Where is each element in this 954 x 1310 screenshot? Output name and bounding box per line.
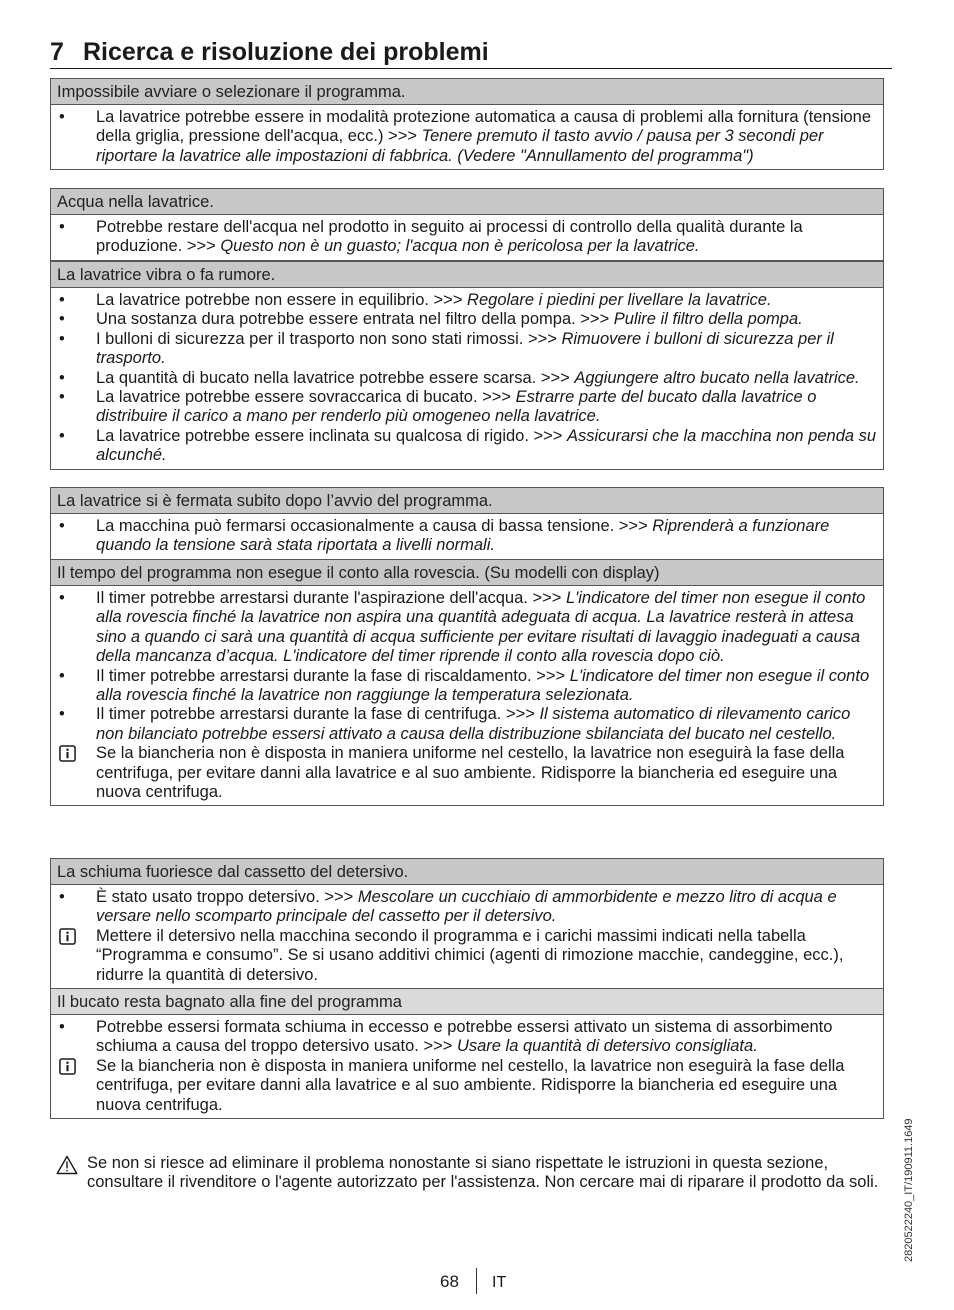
bullet: • [59, 388, 65, 407]
bullet: • [59, 589, 65, 607]
list-item [57, 667, 877, 706]
item-solution: Estrarre parte del bucato dalla lavatrice o distribuire il carico a mano per renderlo più omogeneo nella lavatrice. [96, 388, 817, 426]
list-item [57, 369, 877, 388]
page-title [50, 36, 892, 69]
problem-section [50, 261, 884, 470]
item-text: È stato usato troppo detersivo. >>> [96, 888, 358, 906]
info-note [57, 1057, 877, 1115]
item-text: Il timer potrebbe arrestarsi durante l'aspirazione dell'acqua. >>> [96, 589, 566, 607]
info-note [57, 744, 877, 802]
problem-body [51, 288, 883, 469]
problem-section [50, 487, 884, 560]
list-item [57, 108, 877, 166]
item-text: Una sostanza dura potrebbe essere entrata nel filtro della pompa. >>> [96, 310, 614, 329]
problem-section [50, 559, 884, 806]
section-number: 7 [50, 38, 64, 66]
item-solution: Mescolare un cucchiaio di ammorbidente e mezzo litro di acqua e versare nello scomparto principale del cassetto per il detersivo. [96, 888, 837, 926]
list-item [57, 388, 877, 427]
problem-header: Il tempo del programma non esegue il conto alla rovescia. (Su modelli con display) [51, 560, 883, 586]
problem-header: La schiuma fuoriesce dal cassetto del detersivo. [51, 859, 883, 885]
item-solution: L'indicatore del timer non esegue il conto alla rovescia finché la lavatrice non raggiunge la temperatura selezionata. [96, 666, 870, 705]
item-solution: L'indicatore del timer non esegue il conto alla rovescia finché la lavatrice non aspira una quantità adeguata di acqua. La lavatrice resterà in attesa sino a quando ci sarà una quantità di acqua sufficiente per evitare risultati di lavaggio inadeguati a causa della mancanza d’acqua. L'indicatore del timer riprende il conto alla rovescia dopo ciò. [96, 589, 866, 666]
list-item [57, 427, 877, 466]
bullet: • [59, 666, 65, 685]
bullet: • [59, 329, 65, 348]
item-text: La lavatrice potrebbe non essere in equilibrio. >>> [96, 291, 468, 309]
problem-header: La lavatrice si è fermata subito dopo l’avvio del programma. [51, 488, 883, 514]
item-solution: Regolare i piedini per livellare la lavatrice. [467, 291, 772, 309]
footer-divider [476, 1268, 477, 1294]
problem-header: Il bucato resta bagnato alla fine del programma [51, 989, 883, 1015]
list-item [57, 589, 877, 667]
bullet: • [59, 368, 65, 387]
list-item [57, 1018, 877, 1057]
info-icon [59, 745, 76, 762]
info-icon [59, 928, 76, 945]
list-item [57, 218, 877, 257]
problem-body [51, 514, 883, 559]
problem-header: Impossibile avviare o selezionare il programma. [51, 79, 883, 105]
item-solution: Aggiungere altro bucato nella lavatrice. [574, 368, 860, 387]
warning-note [56, 1154, 886, 1193]
item-text: I bulloni di sicurezza per il trasporto non sono stati rimossi. >>> [96, 329, 562, 348]
bullet: • [59, 310, 65, 329]
item-text: Il timer potrebbe arrestarsi durante la fase di riscaldamento. >>> [96, 666, 570, 685]
item-text: Potrebbe restare dell'acqua nel prodotto in seguito ai processi di controllo della qualità durante la produzione. >>> [96, 218, 803, 256]
problem-section [50, 78, 884, 170]
item-text: Il timer potrebbe arrestarsi durante la fase di centrifuga. >>> [96, 705, 540, 724]
item-text: La lavatrice potrebbe essere sovraccarica di bucato. >>> [96, 388, 516, 407]
problem-section [50, 858, 884, 989]
warning-text: Se non si riesce ad eliminare il problema nonostante si siano rispettate le istruzioni in questa sezione, consultare il rivenditore o l'agente autorizzato per l'assistenza. Non cercare mai di riparare il prodotto da soli. [87, 1154, 879, 1192]
item-text: Se la biancheria non è disposta in maniera uniforme nel cestello, la lavatrice non eseguirà la fase della centrifuga, per evitare danni alla lavatrice e al suo ambiente. Ridisporre la biancheria ed eseguire una nuova centrifuga. [96, 1056, 845, 1114]
bullet: • [59, 517, 65, 535]
item-text: Potrebbe essersi formata schiuma in eccesso e potrebbe essersi attivato un sistema di assorbimento schiuma a causa del troppo detersivo usato. >>> [96, 1018, 833, 1056]
problem-header: La lavatrice vibra o fa rumore. [51, 262, 883, 288]
item-text: La macchina può fermarsi occasionalmente a causa di bassa tensione. >>> [96, 517, 653, 535]
warning-icon [56, 1155, 78, 1175]
problem-body [51, 885, 883, 988]
problem-section [50, 988, 884, 1119]
list-item [57, 517, 877, 556]
item-text: La lavatrice potrebbe essere in modalità protezione automatica a causa di problemi alla fornitura (tensione della griglia, pressione dell'acqua, ecc.) >>> [96, 108, 872, 146]
item-solution: Assicurarsi che la macchina non penda su alcunché. [96, 426, 877, 465]
section-title: Ricerca e risoluzione dei problemi [83, 38, 489, 66]
info-icon [59, 1058, 76, 1075]
list-item [57, 888, 877, 927]
item-solution: Tenere premuto il tasto avvio / pausa per 3 secondi per riportare la lavatrice alle impostazioni di fabbrica. (Vedere "Annullamento del programma") [96, 127, 824, 165]
item-solution: Questo non è un guasto; l'acqua non è pericolosa per la lavatrice. [220, 237, 700, 256]
bullet: • [59, 888, 65, 906]
problem-body [51, 586, 883, 805]
bullet: • [59, 291, 65, 309]
item-solution: Il sistema automatico di rilevamento carico non bilanciato potrebbe essersi attivato a causa della distribuzione sbilanciata del bucato nel cestello. [96, 705, 851, 743]
page-number: 68 [440, 1272, 459, 1291]
item-solution: Riprenderà a funzionare quando la tensione sarà stata riportata a livelli normali. [96, 517, 830, 555]
item-solution: Rimuovere i bulloni di sicurezza per il trasporto. [96, 329, 834, 368]
problem-header: Acqua nella lavatrice. [51, 189, 883, 215]
item-text: La quantità di bucato nella lavatrice potrebbe essere scarsa. >>> [96, 368, 575, 387]
item-text: Mettere il detersivo nella macchina secondo il programma e i carichi massimi indicati nella tabella “Programma e consumo”. Se si usano additivi chimici (agenti di rimozione macchie, candeggine, ecc.), ridurre la quantità di detersivo. [96, 926, 844, 984]
list-item [57, 310, 877, 329]
info-note [57, 927, 877, 985]
language-code: IT [492, 1274, 507, 1291]
problem-body [51, 105, 883, 169]
document-code: 2820522240_IT/190911.1649 [903, 1118, 915, 1262]
problem-section [50, 188, 884, 261]
item-solution: Pulire il filtro della pompa. [613, 310, 803, 329]
bullet: • [59, 218, 65, 236]
list-item [57, 330, 877, 369]
bullet: • [59, 426, 65, 445]
list-item [57, 291, 877, 310]
item-solution: Usare la quantità di detersivo consigliata. [456, 1037, 758, 1056]
item-text: Se la biancheria non è disposta in maniera uniforme nel cestello, la lavatrice non eseguirà la fase della centrifuga, per evitare danni alla lavatrice e al suo ambiente. Ridisporre la biancheria ed eseguire una nuova centrifuga. [96, 744, 845, 802]
problem-body [51, 1015, 883, 1118]
item-text: La lavatrice potrebbe essere inclinata su qualcosa di rigido. >>> [96, 426, 567, 445]
problem-body [51, 215, 883, 260]
bullet: • [59, 108, 65, 126]
bullet: • [59, 705, 65, 724]
list-item [57, 705, 877, 744]
bullet: • [59, 1018, 65, 1036]
